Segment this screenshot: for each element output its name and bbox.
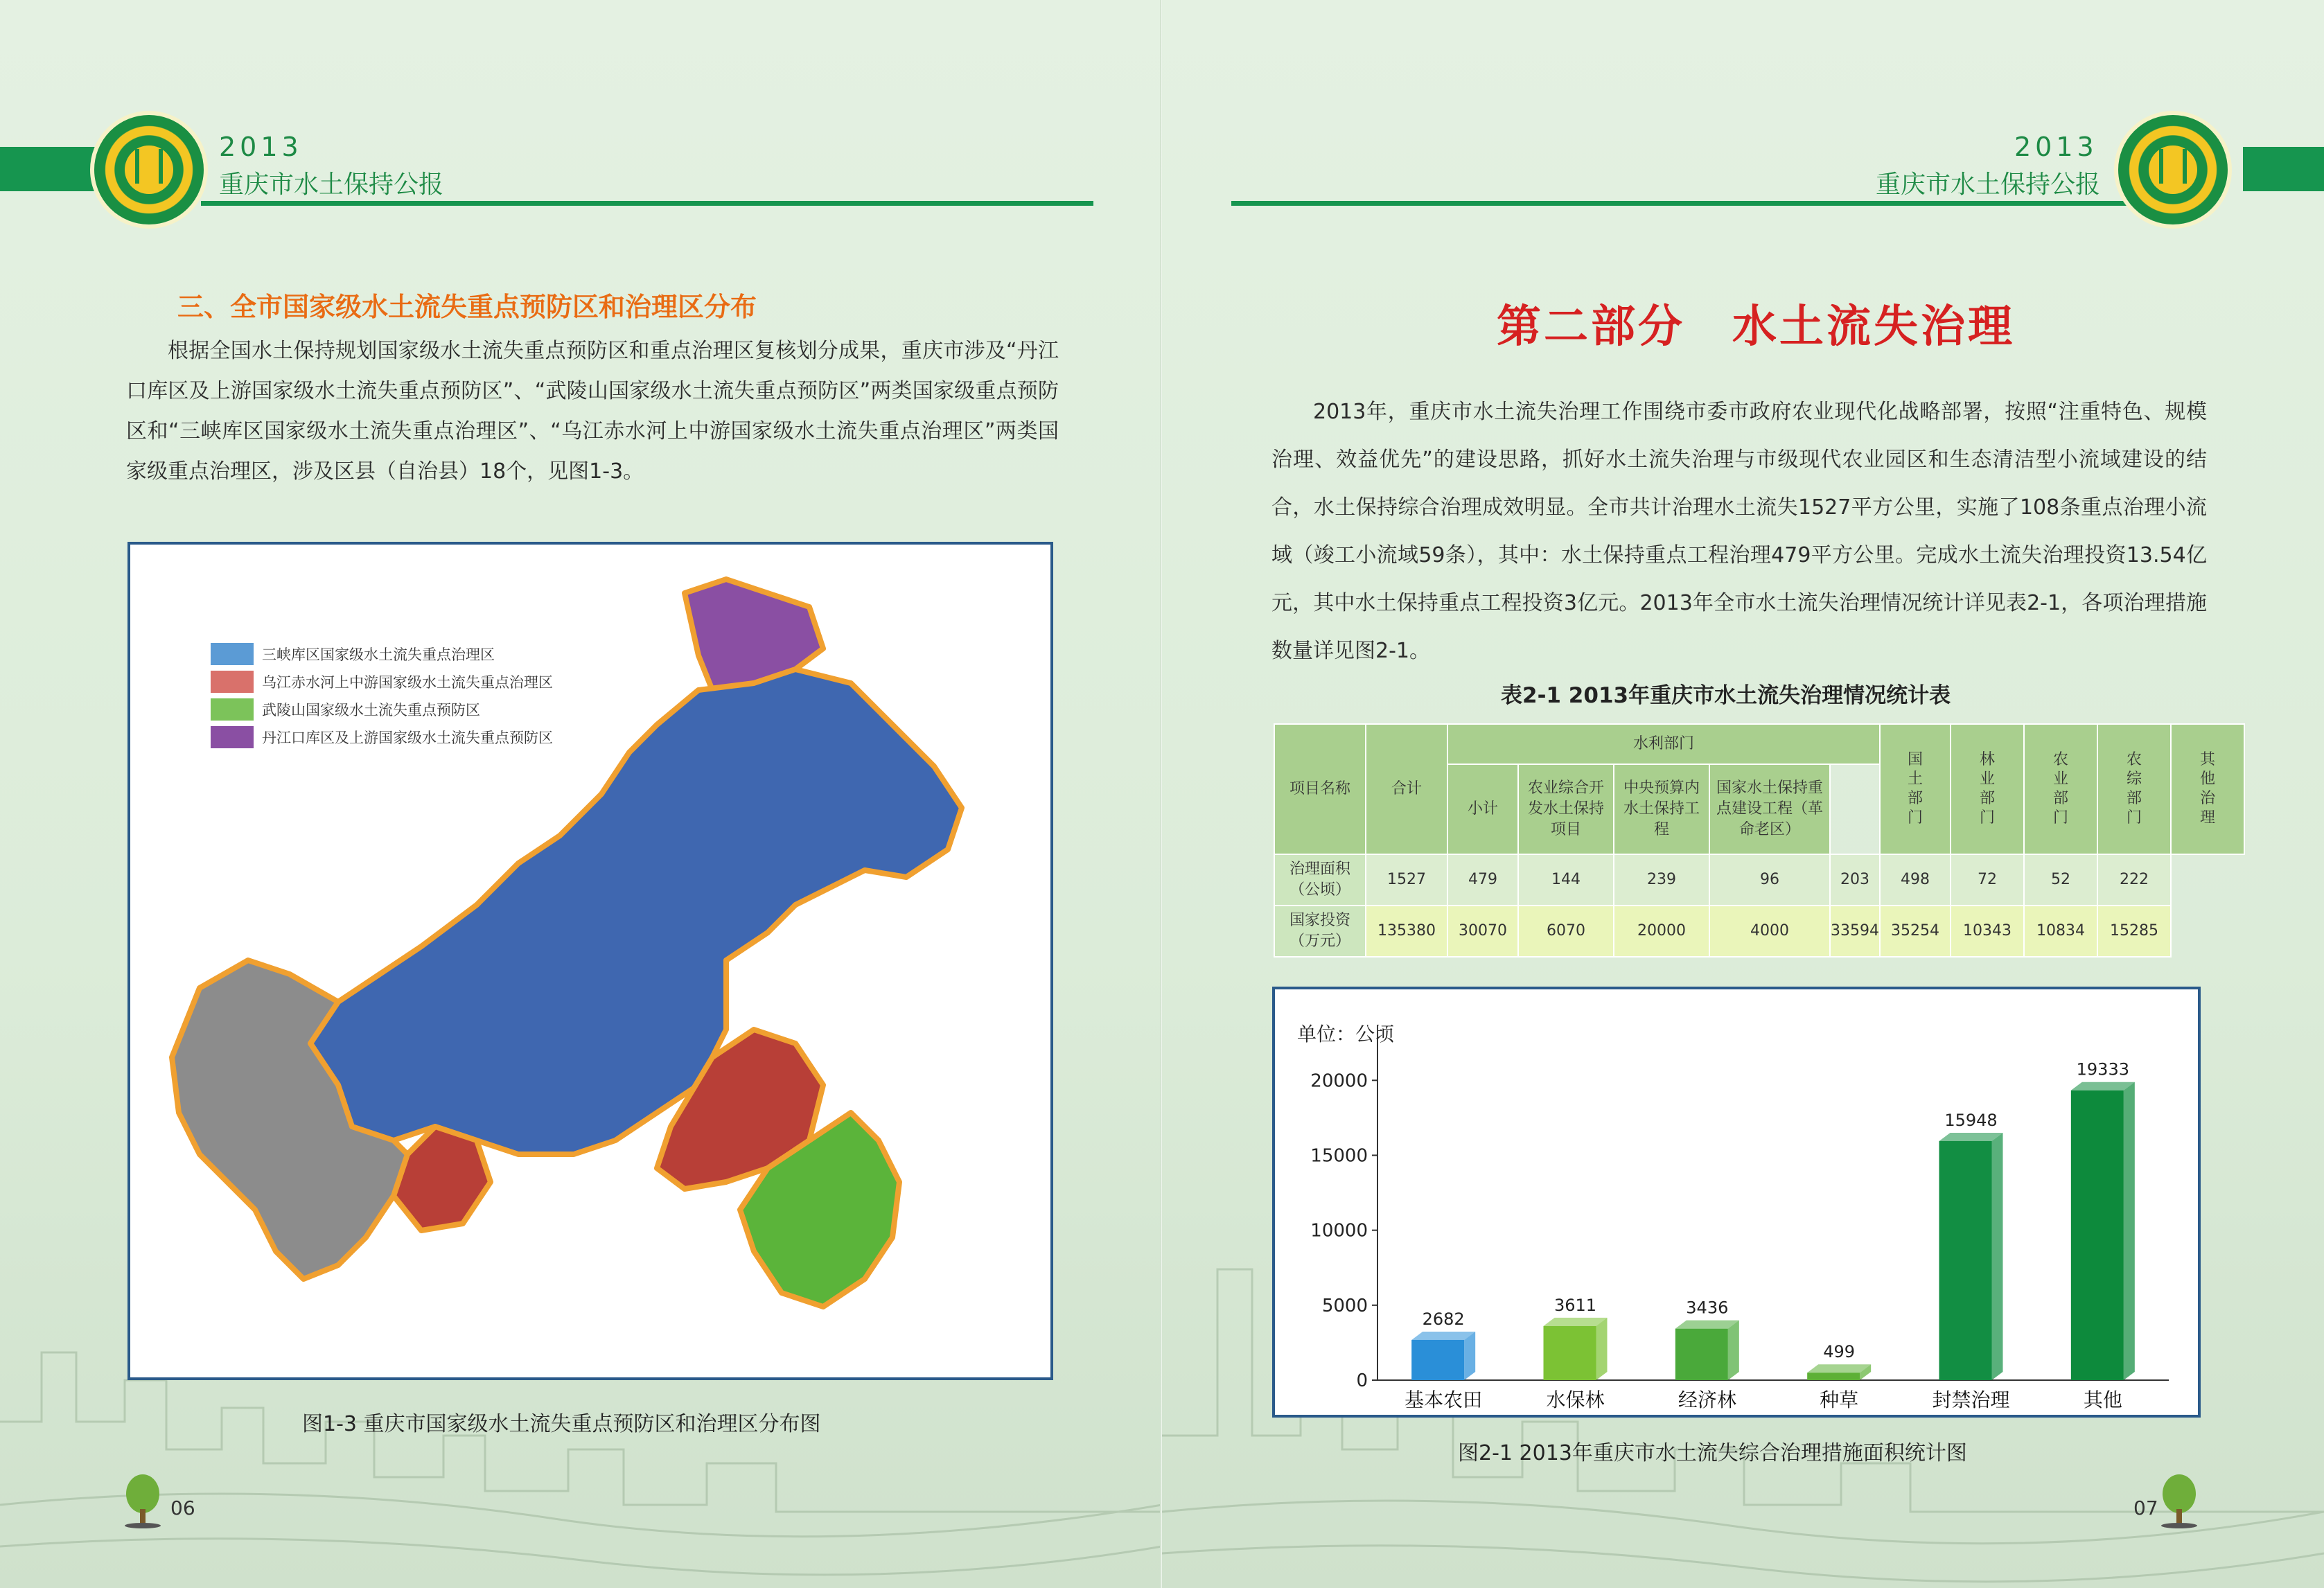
tree-icon bbox=[2158, 1473, 2200, 1528]
legend-item bbox=[211, 668, 553, 696]
table-cell: 6070 bbox=[1518, 906, 1614, 957]
x-tick-label: 种草 bbox=[1820, 1388, 1859, 1411]
header-title: 重庆市水土保持公报 bbox=[219, 170, 444, 199]
bar bbox=[1544, 1326, 1596, 1380]
right-page bbox=[1162, 0, 2324, 1588]
header-text: 农综部门 bbox=[2126, 750, 2142, 827]
x-tick-label: 基本农田 bbox=[1405, 1388, 1483, 1411]
bar bbox=[1807, 1373, 1860, 1380]
table-cell: 239 bbox=[1614, 854, 1709, 906]
table-cell: 10343 bbox=[1951, 906, 2024, 957]
data-label: 2682 bbox=[1422, 1309, 1465, 1329]
table-row bbox=[1274, 854, 2244, 906]
header-text: 农业综合开发水土保持项目 bbox=[1527, 779, 1604, 838]
soil-conservation-logo bbox=[2114, 111, 2232, 229]
table-header-other bbox=[2171, 724, 2244, 854]
row-label: 治理面积（公顷） bbox=[1274, 854, 1366, 906]
legend-label: 三峡库区国家级水土流失重点治理区 bbox=[262, 646, 495, 663]
table-header-agri-comp bbox=[2097, 724, 2171, 854]
tree-icon bbox=[122, 1473, 164, 1528]
table-cell: 203 bbox=[1830, 854, 1880, 906]
header-title: 重庆市水土保持公报 bbox=[1876, 170, 2101, 199]
y-tick-label: 10000 bbox=[1310, 1220, 1368, 1242]
table-cell: 52 bbox=[2024, 854, 2097, 906]
header-rule bbox=[201, 201, 1093, 206]
soil-conservation-logo bbox=[90, 111, 208, 229]
chart-unit-label: 单位：公顷 bbox=[1297, 1023, 1395, 1046]
legend-swatch bbox=[211, 671, 254, 693]
legend-label: 丹江口库区及上游国家级水土流失重点预防区 bbox=[262, 730, 553, 746]
table-cell: 96 bbox=[1709, 854, 1830, 906]
legend-item bbox=[211, 640, 553, 668]
chart-caption: 图2-1 2013年重庆市水土流失综合治理措施面积统计图 bbox=[1458, 1441, 1967, 1465]
header-year: 2013 bbox=[2014, 132, 2098, 162]
header-year: 2013 bbox=[219, 132, 303, 162]
header-text: 中央预算内水土保持工程 bbox=[1623, 779, 1700, 838]
table-cell: 498 bbox=[1880, 854, 1951, 906]
part-title: 第二部分 水土流失治理 bbox=[1497, 301, 2015, 353]
x-tick-label: 其他 bbox=[2083, 1388, 2122, 1411]
table-header-total: 合计 bbox=[1366, 724, 1447, 854]
bar bbox=[2071, 1091, 2124, 1380]
section-title: 三、全市国家级水土流失重点预防区和治理区分布 bbox=[177, 292, 757, 322]
bar-top bbox=[1411, 1332, 1475, 1340]
table-cell: 72 bbox=[1951, 854, 2024, 906]
table-cell: 35254 bbox=[1880, 906, 1951, 957]
table-header-agri bbox=[2024, 724, 2097, 854]
y-tick-label: 15000 bbox=[1310, 1145, 1368, 1167]
bar-side bbox=[1728, 1321, 1739, 1380]
x-tick-label: 封禁治理 bbox=[1932, 1388, 2010, 1411]
header-text: 国土部门 bbox=[1907, 750, 1923, 827]
bar-side bbox=[1992, 1133, 2003, 1380]
table-cell: 30070 bbox=[1447, 906, 1518, 957]
bar bbox=[1411, 1340, 1464, 1380]
table-title: 表2-1 2013年重庆市水土流失治理情况统计表 bbox=[1501, 683, 1951, 708]
bar-top bbox=[1544, 1318, 1608, 1326]
row-label: 国家投资（万元） bbox=[1274, 906, 1366, 957]
table-cell: 479 bbox=[1447, 854, 1518, 906]
table-header-col2 bbox=[1614, 764, 1709, 854]
page-number: 06 bbox=[170, 1497, 195, 1519]
legend-item bbox=[211, 696, 553, 723]
bar-top bbox=[1939, 1133, 2003, 1141]
body-paragraph bbox=[126, 331, 1059, 492]
bar-side bbox=[2124, 1082, 2135, 1380]
bar bbox=[1939, 1141, 1992, 1380]
data-label: 19333 bbox=[2076, 1059, 2130, 1079]
table-cell: 33594 bbox=[1830, 906, 1880, 957]
table-cell: 144 bbox=[1518, 854, 1614, 906]
table-header-land bbox=[1880, 724, 1951, 854]
header-text: 农业部门 bbox=[2052, 750, 2068, 827]
table-row bbox=[1274, 906, 2244, 957]
bar-side bbox=[1464, 1332, 1475, 1380]
chart-figure bbox=[1272, 987, 2201, 1418]
bar bbox=[1675, 1329, 1728, 1380]
legend-swatch bbox=[211, 726, 254, 748]
legend-label: 乌江赤水河上中游国家级水土流失重点治理区 bbox=[262, 674, 553, 691]
table-header-col1 bbox=[1518, 764, 1614, 854]
bar-chart bbox=[1275, 989, 2198, 1415]
paragraph-text: 2013年，重庆市水土流失治理工作围绕市委市政府农业现代化战略部署，按照“注重特色、规模治理、效益优先”的建设思路，抓好水土流失治理与市级现代农业园区和生态清洁型小流域建设的结合，水土保持综合治理成效明显。全市共计治理水土流失1527平方公里，实施了108条重点治理小流域（竣工小流域59条），其中：水土保持重点工程治理479平方公里。完成水土流失治理投资13.54亿元，其中水土保持重点工程投资3亿元。2013年全市水土流失治理情况统计详见表2-1，各项治理措施数量详见图2-1。 bbox=[1271, 400, 2207, 663]
page-number: 07 bbox=[2133, 1497, 2158, 1519]
table-header-forest bbox=[1951, 724, 2024, 854]
bar-top bbox=[1807, 1364, 1871, 1373]
statistics-table bbox=[1274, 723, 2245, 958]
table-header-water-dept: 水利部门 bbox=[1447, 724, 1880, 764]
bar-top bbox=[1675, 1321, 1739, 1329]
data-label: 3436 bbox=[1686, 1298, 1729, 1318]
y-tick-label: 0 bbox=[1356, 1370, 1368, 1391]
y-tick-label: 5000 bbox=[1321, 1295, 1368, 1316]
header-band bbox=[2243, 147, 2324, 191]
table-cell: 4000 bbox=[1709, 906, 1830, 957]
y-tick-label: 20000 bbox=[1310, 1070, 1368, 1092]
header-text: 国家水土保持重点建设工程（革命老区） bbox=[1716, 779, 1823, 838]
bar-top bbox=[2071, 1082, 2135, 1091]
table-header-subtotal: 小计 bbox=[1447, 764, 1518, 854]
table-cell: 1527 bbox=[1366, 854, 1447, 906]
map-figure bbox=[127, 542, 1053, 1380]
table-cell: 20000 bbox=[1614, 906, 1709, 957]
legend-swatch bbox=[211, 643, 254, 665]
data-label: 15948 bbox=[1944, 1110, 1998, 1130]
header-text: 林业部门 bbox=[1979, 750, 1995, 827]
table-cell: 10834 bbox=[2024, 906, 2097, 957]
data-label: 499 bbox=[1823, 1342, 1856, 1362]
table-header-item: 项目名称 bbox=[1274, 724, 1366, 854]
bar-side bbox=[1596, 1318, 1608, 1380]
data-label: 3611 bbox=[1553, 1295, 1597, 1315]
paragraph-text: 根据全国水土保持规划国家级水土流失重点预防区和重点治理区复核划分成果，重庆市涉及“丹江口库区及上游国家级水土流失重点预防区”、“武陵山国家级水土流失重点预防区”两类国家级重点预防区和“三峡库区国家级水土流失重点治理区”、“乌江赤水河上中游国家级水土流失重点治理区”两类国家级重点治理区，涉及区县（自治县）18个，见图1-3。 bbox=[126, 339, 1059, 484]
map-caption: 图1-3 重庆市国家级水土流失重点预防区和治理区分布图 bbox=[302, 1412, 821, 1436]
body-paragraph bbox=[1271, 388, 2207, 675]
x-tick-label: 水保林 bbox=[1546, 1388, 1605, 1411]
x-tick-label: 经济林 bbox=[1678, 1388, 1736, 1411]
table-header-col3 bbox=[1709, 764, 1830, 854]
table-cell: 15285 bbox=[2097, 906, 2171, 957]
table-cell: 135380 bbox=[1366, 906, 1447, 957]
legend-label: 武陵山国家级水土流失重点预防区 bbox=[262, 702, 480, 718]
header-rule bbox=[1231, 201, 2143, 206]
legend-swatch bbox=[211, 698, 254, 721]
header-text: 其他治理 bbox=[2199, 750, 2215, 827]
legend-item bbox=[211, 723, 553, 751]
header-band bbox=[0, 147, 97, 191]
map-legend bbox=[211, 640, 553, 751]
table-cell: 222 bbox=[2097, 854, 2171, 906]
